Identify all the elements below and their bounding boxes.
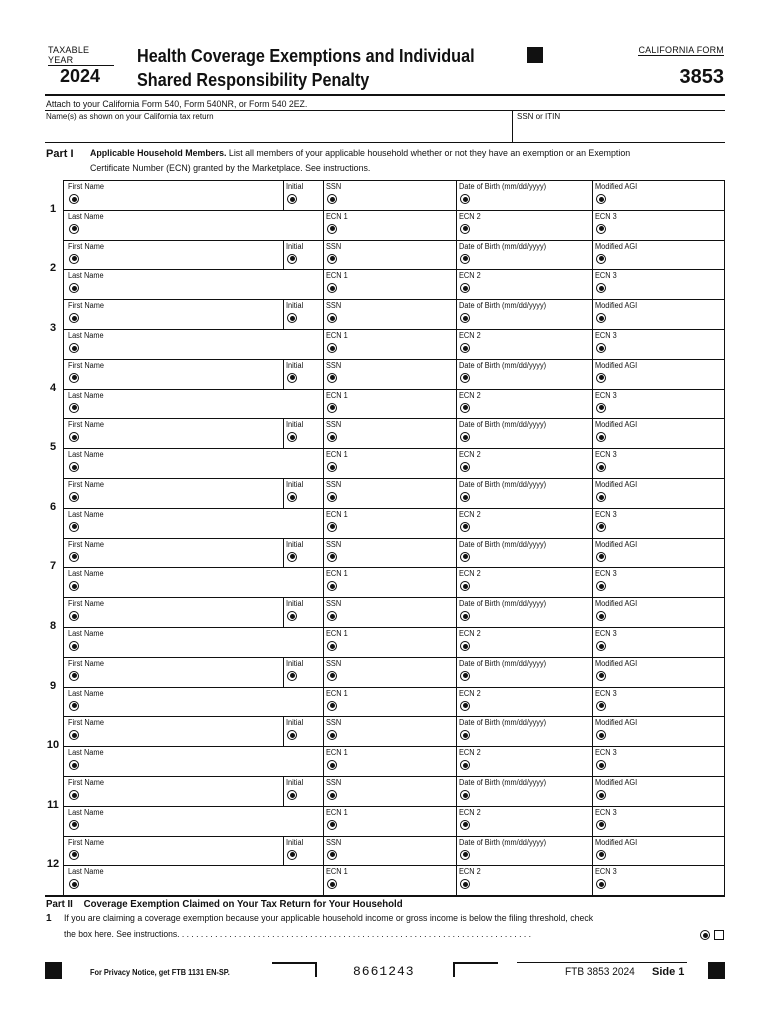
- initial-label: Initial: [286, 241, 304, 251]
- ecn1-field[interactable]: [327, 820, 337, 830]
- modified-agi-label: Modified AGI: [595, 360, 638, 370]
- last-name-label: Last Name: [68, 569, 104, 579]
- initial-field[interactable]: [287, 432, 297, 442]
- footer-mark-right: [708, 962, 725, 979]
- last-name-label: Last Name: [68, 211, 104, 221]
- modified-agi-label: Modified AGI: [595, 599, 638, 609]
- ssn-field[interactable]: [327, 373, 337, 383]
- ecn1-field[interactable]: [327, 641, 337, 651]
- ecn2-label: ECN 2: [459, 688, 481, 698]
- modified-agi-field[interactable]: [596, 671, 606, 681]
- dob-field[interactable]: [460, 492, 470, 502]
- row-number: 10: [46, 739, 60, 752]
- last-name-label: Last Name: [68, 748, 104, 758]
- dob-label: Date of Birth (mm/dd/yyyy): [459, 658, 547, 668]
- ssn-field[interactable]: [327, 730, 337, 740]
- initial-label: Initial: [286, 360, 304, 370]
- ecn3-label: ECN 3: [595, 509, 617, 519]
- ecn1-label: ECN 1: [326, 509, 348, 519]
- dob-label: Date of Birth (mm/dd/yyyy): [459, 480, 547, 489]
- ecn1-label: ECN 1: [326, 211, 348, 221]
- initial-field[interactable]: [287, 313, 297, 323]
- last-name-label: Last Name: [68, 629, 104, 638]
- first-name-label: First Name: [68, 658, 104, 668]
- dob-label: Date of Birth (mm/dd/yyyy): [459, 539, 547, 549]
- initial-label: Initial: [286, 182, 304, 191]
- dob-field[interactable]: [460, 194, 470, 204]
- modified-agi-field[interactable]: [596, 730, 606, 740]
- first-name-label: First Name: [68, 301, 104, 311]
- form-title: [137, 44, 475, 92]
- ecn3-field[interactable]: [596, 879, 606, 889]
- ecn3-field[interactable]: [596, 820, 606, 830]
- part1-instructions: [90, 148, 630, 159]
- ssn-label: SSN: [326, 301, 342, 311]
- ssn-label: SSN: [326, 420, 342, 430]
- ssn-field[interactable]: [327, 492, 337, 502]
- ecn3-field[interactable]: [596, 522, 606, 532]
- ssn-label: SSN: [326, 658, 342, 668]
- ssn-label: SSN: [326, 241, 342, 251]
- ssn-field[interactable]: [327, 313, 337, 323]
- modified-agi-field[interactable]: [596, 194, 606, 204]
- initial-field[interactable]: [287, 254, 297, 264]
- row-number: 8: [49, 620, 57, 632]
- ecn1-field[interactable]: [327, 462, 337, 472]
- last-name-label: Last Name: [68, 807, 104, 817]
- ecn2-field[interactable]: [460, 760, 470, 770]
- ecn3-field[interactable]: [596, 641, 606, 651]
- ssn-field[interactable]: [327, 194, 337, 204]
- ssn-label: SSN: [326, 837, 342, 847]
- dob-label: Date of Birth (mm/dd/yyyy): [459, 182, 547, 191]
- ecn2-field[interactable]: [460, 462, 470, 472]
- ecn2-field[interactable]: [460, 641, 470, 651]
- corner-mark-right: [453, 962, 498, 977]
- ssn-field[interactable]: [327, 790, 337, 800]
- ecn2-label: ECN 2: [459, 867, 481, 877]
- first-name-label: First Name: [68, 778, 104, 787]
- row-number: 4: [49, 381, 57, 394]
- first-name-label: First Name: [68, 539, 104, 549]
- ecn2-field[interactable]: [460, 522, 470, 532]
- ecn1-label: ECN 1: [326, 807, 348, 817]
- ecn2-field[interactable]: [460, 820, 470, 830]
- ssn-field[interactable]: [327, 671, 337, 681]
- dob-label: Date of Birth (mm/dd/yyyy): [459, 241, 547, 251]
- modified-agi-label: Modified AGI: [595, 778, 638, 787]
- initial-field[interactable]: [287, 194, 297, 204]
- ecn3-label: ECN 3: [595, 450, 617, 460]
- initial-field[interactable]: [287, 790, 297, 800]
- attach-instruction: Attach to your California Form 540, Form 540NR, or Form 540 2EZ.: [46, 99, 308, 110]
- ecn1-field[interactable]: [327, 403, 337, 413]
- part2-header: [46, 898, 403, 910]
- dob-field[interactable]: [460, 790, 470, 800]
- ecn2-label: ECN 2: [459, 450, 481, 460]
- part2-line-text2: the box here. See instructions. . . . . . . . . . . . . . . . . . . . . . . . . . . . . . . . . . . . . . . . . . . . . . . . . . . . . . . . . . . . . . . . . . . . . . . . . . .: [64, 929, 532, 940]
- modified-agi-label: Modified AGI: [595, 420, 638, 430]
- ecn1-field[interactable]: [327, 343, 337, 353]
- ecn2-label: ECN 2: [459, 390, 481, 400]
- dob-field[interactable]: [460, 432, 470, 442]
- modified-agi-label: Modified AGI: [595, 658, 638, 668]
- ecn1-field[interactable]: [327, 701, 337, 711]
- first-name-label: First Name: [68, 241, 104, 251]
- ecn3-field[interactable]: [596, 283, 606, 293]
- corner-mark-left: [272, 962, 317, 977]
- last-name-label: Last Name: [68, 331, 104, 340]
- ssn-field[interactable]: [327, 552, 337, 562]
- ecn3-label: ECN 3: [595, 629, 617, 638]
- ecn1-field[interactable]: [327, 581, 337, 591]
- initial-label: Initial: [286, 539, 304, 549]
- initial-label: Initial: [286, 599, 304, 609]
- ssn-label: SSN: [326, 539, 342, 549]
- ecn1-label: ECN 1: [326, 390, 348, 400]
- last-name-label: Last Name: [68, 271, 104, 281]
- last-name-field[interactable]: [69, 224, 79, 234]
- first-name-label: First Name: [68, 360, 104, 370]
- ecn2-field[interactable]: [460, 403, 470, 413]
- initial-field[interactable]: [287, 671, 297, 681]
- modified-agi-label: Modified AGI: [595, 241, 638, 251]
- modified-agi-field[interactable]: [596, 373, 606, 383]
- taxable-year-label: TAXABLE YEAR: [48, 45, 114, 66]
- ecn1-label: ECN 1: [326, 271, 348, 281]
- first-name-field[interactable]: [69, 671, 79, 681]
- initial-label: Initial: [286, 718, 304, 728]
- modified-agi-field[interactable]: [596, 552, 606, 562]
- ecn3-label: ECN 3: [595, 569, 617, 579]
- ecn1-label: ECN 1: [326, 331, 348, 340]
- part2-heading: Coverage Exemption Claimed on Your Tax Return for Your Household: [83, 898, 403, 910]
- dob-label: Date of Birth (mm/dd/yyyy): [459, 778, 547, 787]
- row-number: 5: [49, 441, 57, 454]
- ecn2-field[interactable]: [460, 701, 470, 711]
- dob-field[interactable]: [460, 611, 470, 621]
- row-number: 12: [46, 858, 60, 871]
- last-name-label: Last Name: [68, 867, 104, 877]
- first-name-label: First Name: [68, 420, 104, 430]
- initial-field[interactable]: [287, 552, 297, 562]
- modified-agi-field[interactable]: [596, 850, 606, 860]
- part1-heading: Applicable Household Members.: [90, 148, 227, 159]
- ecn1-label: ECN 1: [326, 450, 348, 460]
- dob-label: Date of Birth (mm/dd/yyyy): [459, 718, 547, 728]
- part2-line-text1: If you are claiming a coverage exemption because your applicable household income or gross income is below the filing threshold, check: [64, 913, 594, 924]
- names-label: Name(s) as shown on your California tax return: [46, 112, 214, 121]
- modified-agi-label: Modified AGI: [595, 301, 638, 311]
- ecn3-label: ECN 3: [595, 331, 617, 340]
- dob-field[interactable]: [460, 671, 470, 681]
- modified-agi-label: Modified AGI: [595, 182, 638, 191]
- ecn3-label: ECN 3: [595, 688, 617, 698]
- ssn-label: SSN: [326, 182, 342, 191]
- first-name-field[interactable]: [69, 254, 79, 264]
- tax-year: 2024: [60, 66, 101, 86]
- modified-agi-field[interactable]: [596, 611, 606, 621]
- ecn3-field[interactable]: [596, 403, 606, 413]
- modified-agi-label: Modified AGI: [595, 837, 638, 847]
- header-rule: [45, 94, 725, 96]
- row-number: 11: [47, 798, 59, 811]
- ecn2-label: ECN 2: [459, 331, 481, 340]
- first-name-label: First Name: [68, 182, 104, 191]
- first-name-field[interactable]: [69, 611, 79, 621]
- initial-field[interactable]: [287, 850, 297, 860]
- ecn3-label: ECN 3: [595, 807, 617, 817]
- ecn2-field[interactable]: [460, 283, 470, 293]
- ecn3-label: ECN 3: [595, 867, 617, 877]
- first-name-field[interactable]: [69, 313, 79, 323]
- last-name-field[interactable]: [69, 343, 79, 353]
- initial-label: Initial: [286, 837, 304, 847]
- initial-field[interactable]: [287, 730, 297, 740]
- california-form-label: CALIFORNIA FORM: [638, 45, 724, 55]
- ecn2-field[interactable]: [460, 343, 470, 353]
- ecn2-label: ECN 2: [459, 271, 481, 281]
- first-name-label: First Name: [68, 837, 104, 847]
- last-name-label: Last Name: [68, 688, 104, 698]
- initial-label: Initial: [286, 480, 304, 489]
- first-name-field[interactable]: [69, 492, 79, 502]
- part1-text-line1: List all members of your applicable household whether or not they have an exemption or an Exemption: [228, 148, 631, 159]
- ecn1-label: ECN 1: [326, 867, 348, 877]
- ssn-field[interactable]: [327, 254, 337, 264]
- last-name-label: Last Name: [68, 390, 104, 400]
- initial-label: Initial: [286, 778, 304, 787]
- initial-field[interactable]: [287, 373, 297, 383]
- ecn2-field[interactable]: [460, 879, 470, 889]
- dob-label: Date of Birth (mm/dd/yyyy): [459, 301, 547, 311]
- ecn1-field[interactable]: [327, 760, 337, 770]
- ecn3-label: ECN 3: [595, 211, 617, 221]
- ecn1-label: ECN 1: [326, 688, 348, 698]
- ssn-field[interactable]: [327, 850, 337, 860]
- ecn3-field[interactable]: [596, 462, 606, 472]
- ecn1-field[interactable]: [327, 522, 337, 532]
- ecn3-label: ECN 3: [595, 271, 617, 281]
- first-name-label: First Name: [68, 718, 104, 728]
- footer-form-ref: FTB 3853 2024: [565, 966, 635, 978]
- initial-label: Initial: [286, 301, 304, 311]
- dob-label: Date of Birth (mm/dd/yyyy): [459, 360, 547, 370]
- ecn2-label: ECN 2: [459, 807, 481, 817]
- ecn2-label: ECN 2: [459, 211, 481, 221]
- first-name-label: First Name: [68, 480, 104, 489]
- initial-label: Initial: [286, 658, 304, 668]
- ssn-label: SSN: [326, 778, 342, 787]
- last-name-field[interactable]: [69, 403, 79, 413]
- form-title-line1: Health Coverage Exemptions and Individual: [137, 46, 475, 66]
- row-number: 7: [49, 560, 57, 573]
- dob-field[interactable]: [460, 254, 470, 264]
- ecn3-field[interactable]: [596, 581, 606, 591]
- part2-checkbox[interactable]: [714, 930, 724, 940]
- ssn-label: SSN: [326, 360, 342, 370]
- household-members-table: [45, 180, 725, 895]
- last-name-field[interactable]: [69, 879, 79, 889]
- form-code: 8661243: [353, 964, 415, 979]
- ssn-label: SSN: [326, 718, 342, 728]
- modified-agi-field[interactable]: [596, 790, 606, 800]
- ecn2-field[interactable]: [460, 224, 470, 234]
- row-number: 6: [49, 500, 57, 513]
- part1-label: Part I: [46, 148, 74, 160]
- ecn1-label: ECN 1: [326, 748, 348, 758]
- privacy-notice: For Privacy Notice, get FTB 1131 EN-SP.: [90, 968, 230, 977]
- first-name-field[interactable]: [69, 432, 79, 442]
- form-number: 3853: [679, 66, 724, 88]
- ssn-field[interactable]: [327, 432, 337, 442]
- part2-label: Part II: [46, 898, 73, 910]
- ecn1-label: ECN 1: [326, 569, 348, 579]
- ecn1-field[interactable]: [327, 283, 337, 293]
- dob-field[interactable]: [460, 373, 470, 383]
- ecn2-label: ECN 2: [459, 569, 481, 579]
- last-name-field[interactable]: [69, 820, 79, 830]
- dob-field[interactable]: [460, 313, 470, 323]
- modified-agi-field[interactable]: [596, 254, 606, 264]
- ecn1-field[interactable]: [327, 879, 337, 889]
- part2-line-number: 1: [46, 913, 52, 924]
- ecn3-label: ECN 3: [595, 748, 617, 758]
- last-name-field[interactable]: [69, 701, 79, 711]
- last-name-field[interactable]: [69, 462, 79, 472]
- last-name-field[interactable]: [69, 760, 79, 770]
- part2-radio[interactable]: [700, 930, 710, 940]
- row-number: 2: [49, 262, 57, 275]
- first-name-field[interactable]: [69, 730, 79, 740]
- last-name-field[interactable]: [69, 283, 79, 293]
- ssn-field[interactable]: [327, 611, 337, 621]
- ssn-itin-field[interactable]: [515, 120, 723, 140]
- last-name-field[interactable]: [69, 581, 79, 591]
- first-name-field[interactable]: [69, 194, 79, 204]
- footer-side: Side 1: [652, 966, 685, 978]
- registration-mark: [527, 47, 543, 63]
- part1-text-line2: Certificate Number (ECN) granted by the Marketplace. See instructions.: [90, 163, 371, 174]
- modified-agi-field[interactable]: [596, 492, 606, 502]
- initial-label: Initial: [286, 420, 304, 430]
- ecn1-field[interactable]: [327, 224, 337, 234]
- last-name-field[interactable]: [69, 522, 79, 532]
- footer-mark-left: [45, 962, 62, 979]
- ecn2-field[interactable]: [460, 581, 470, 591]
- initial-field[interactable]: [287, 492, 297, 502]
- dob-field[interactable]: [460, 850, 470, 860]
- names-field[interactable]: [46, 120, 511, 140]
- first-name-field[interactable]: [69, 373, 79, 383]
- dob-label: Date of Birth (mm/dd/yyyy): [459, 837, 547, 847]
- ecn3-field[interactable]: [596, 701, 606, 711]
- row-number: 3: [49, 322, 57, 334]
- dob-label: Date of Birth (mm/dd/yyyy): [459, 599, 547, 609]
- modified-agi-label: Modified AGI: [595, 718, 638, 728]
- ecn2-label: ECN 2: [459, 748, 481, 758]
- dob-label: Date of Birth (mm/dd/yyyy): [459, 420, 547, 430]
- initial-field[interactable]: [287, 611, 297, 621]
- ssn-itin-label: SSN or ITIN: [517, 112, 561, 121]
- ecn3-field[interactable]: [596, 224, 606, 234]
- ssn-label: SSN: [326, 599, 342, 609]
- row-number: 1: [49, 202, 57, 215]
- last-name-label: Last Name: [68, 509, 104, 519]
- modified-agi-field[interactable]: [596, 313, 606, 323]
- ecn2-label: ECN 2: [459, 629, 481, 638]
- first-name-label: First Name: [68, 599, 104, 609]
- ecn3-label: ECN 3: [595, 390, 617, 400]
- dob-field[interactable]: [460, 730, 470, 740]
- first-name-field[interactable]: [69, 790, 79, 800]
- ecn3-field[interactable]: [596, 343, 606, 353]
- ssn-label: SSN: [326, 480, 342, 489]
- ecn1-label: ECN 1: [326, 629, 348, 638]
- last-name-label: Last Name: [68, 450, 104, 460]
- first-name-field[interactable]: [69, 552, 79, 562]
- ecn2-label: ECN 2: [459, 509, 481, 519]
- modified-agi-label: Modified AGI: [595, 539, 638, 549]
- row-number: 9: [49, 679, 57, 692]
- last-name-field[interactable]: [69, 641, 79, 651]
- modified-agi-label: Modified AGI: [595, 480, 638, 489]
- first-name-field[interactable]: [69, 850, 79, 860]
- modified-agi-field[interactable]: [596, 432, 606, 442]
- form-title-line2: Shared Responsibility Penalty: [137, 70, 370, 90]
- ecn3-field[interactable]: [596, 760, 606, 770]
- dob-field[interactable]: [460, 552, 470, 562]
